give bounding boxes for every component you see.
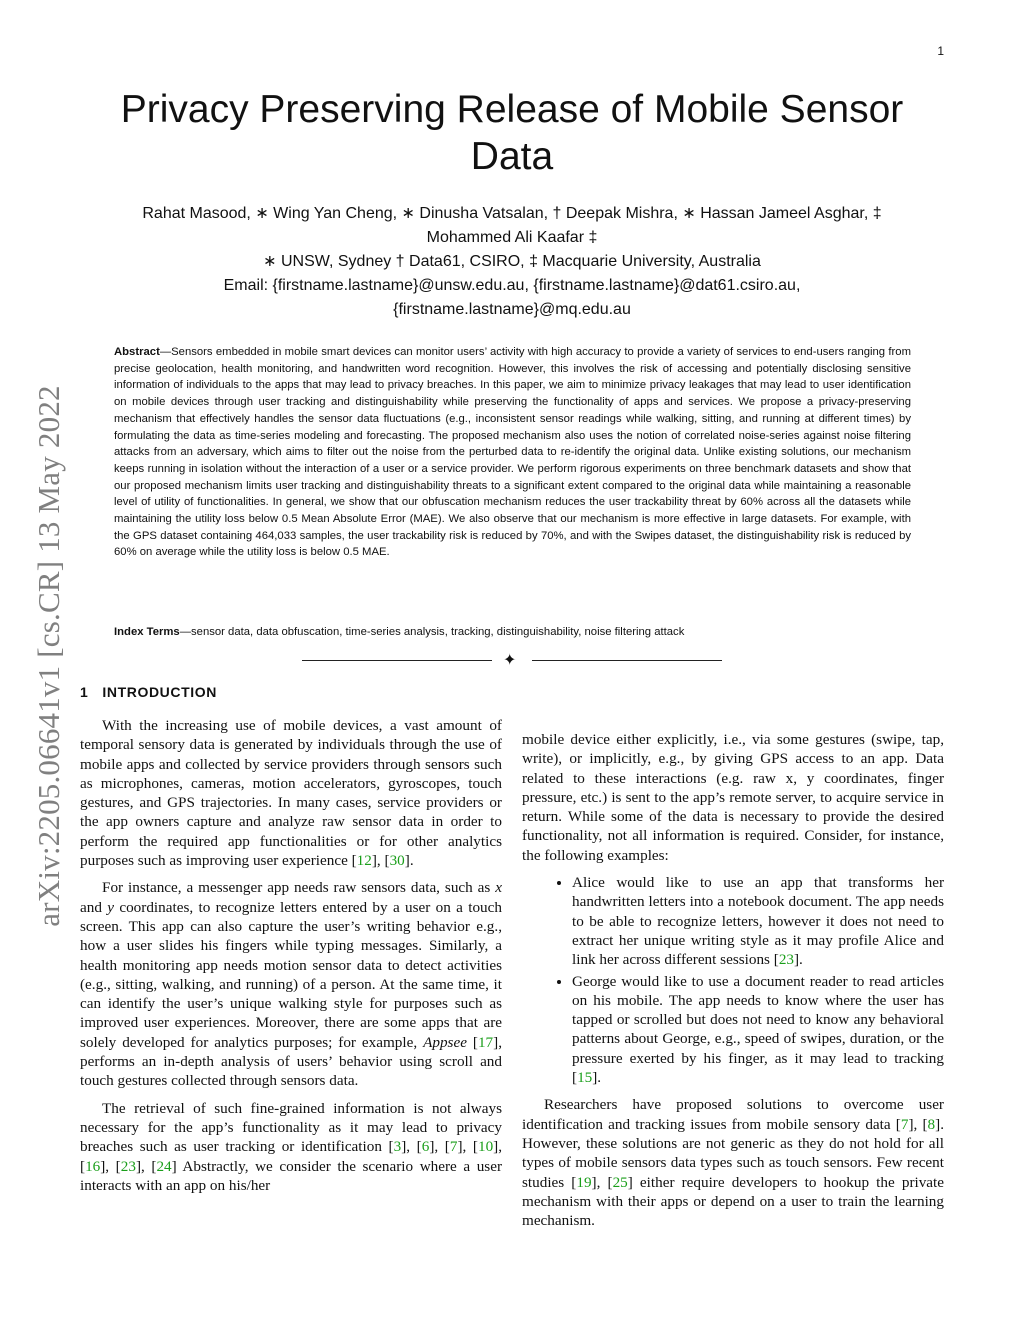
index-terms-label: Index Terms (114, 626, 180, 638)
authors-line-2: Mohammed Ali Kaafar ‡ (426, 229, 598, 246)
abstract-text: —Sensors embedded in mobile smart devices can monitor users’ activity with high accuracy to provide a variety of services to end-users ranging from precise geolocation, health monitoring, and handwritten word recognition. However, this involves the risk of accessing and potentially disclosing sensitive information of individuals to the apps that may lead to privacy breaches. In this paper, we aim to minimize privacy leakages that may lead to user identification on mobile devices through user tracking and distinguishability while preserving the functionality of apps and services. We propose a privacy-preserving mechanism that effectively handles the sensor data fluctuations (e.g., inconsistent sensor readings while walking, sitting, and running at different times) by formulating the data as time-series modeling and forecasting. The proposed mechanism also uses the notion of correlated noise-series against noise filtering attacks from an adversary, which aims to filter out the noise from the perturbed data to re-identify the original data. Unlike existing solutions, our mechanism keeps running in isolation without the interaction of a user or a service provider. We perform rigorous experiments on three benchmark datasets and show that our proposed mechanism limits user tracking and distinguishability threats to a significant extent compared to the original data while maintaining a reasonable level of utility of functionalities. In general, we show that our obfuscation mechanism reduces the user trackability threat by 60% across all the datasets while maintaining the utility loss below 0.5 Mean Absolute Error (MAE). We also observe that our mechanism is more effective in large datasets. For example, with the GPS dataset containing 464,033 samples, the user trackability risk is reduced by 70%, and with the Swipes dataset, the distinguishability risk is reduced by 60% on average while the utility loss is below 0.5 MAE. (114, 346, 911, 559)
right-column (522, 730, 944, 1238)
index-terms-text: —sensor data, data obfuscation, time-series analysis, tracking, distinguishability, noise filtering attack (179, 626, 685, 638)
email-line-2: {firstname.lastname}@mq.edu.au (393, 301, 631, 318)
text-run: ], [ (457, 1138, 478, 1156)
abstract (114, 344, 911, 561)
paragraph (80, 716, 502, 870)
citation-link[interactable]: 23 (120, 1157, 136, 1175)
section-divider (0, 651, 1024, 671)
index-terms (114, 624, 911, 640)
citation-link[interactable]: 23 (778, 951, 794, 969)
text-run: ]. (794, 951, 803, 969)
text-run: ], [ (401, 1138, 422, 1156)
citation-link[interactable]: 3 (393, 1138, 402, 1156)
divider-line-right (532, 660, 722, 661)
arxiv-identifier: arXiv:2205.06641v1 [cs.CR] 13 May 2022 (31, 385, 66, 927)
divider-line-left (302, 660, 492, 661)
text-run: ], [ (80, 1138, 503, 1175)
text-run: ] either require developers to hookup the private mechanism with their apps or depend on a user to train the learning mechanism. (522, 1173, 945, 1230)
affiliations: ∗ UNSW, Sydney † Data61, CSIRO, ‡ Macquarie University, Australia (263, 253, 761, 270)
text-run: [ (466, 1033, 478, 1051)
paragraph (522, 1095, 944, 1230)
list-item (572, 972, 944, 1088)
text-run: For instance, a messenger app needs raw sensors data, such as (102, 879, 496, 897)
text-run: ] Abstractly, we consider the scenario where a user interacts with an app on his/her (80, 1157, 502, 1194)
citation-link[interactable]: 7 (900, 1115, 909, 1133)
math-variable: x (495, 879, 502, 897)
section-heading (80, 684, 217, 700)
authors-line-1: Rahat Masood, ∗ Wing Yan Cheng, ∗ Dinusha Vatsalan, † Deepak Mishra, ∗ Hassan Jameel Asghar, ‡ (142, 205, 882, 222)
citation-link[interactable]: 24 (156, 1157, 172, 1175)
citation-link[interactable]: 19 (576, 1173, 592, 1191)
text-run: ], performs an in-depth analysis of users’ behavior using scroll and touch gestures collected through sensors data. (80, 1033, 502, 1090)
citation-link[interactable]: 25 (612, 1173, 628, 1191)
citation-link[interactable]: 17 (477, 1033, 494, 1051)
left-column (80, 716, 502, 1203)
example-list (522, 873, 944, 1087)
citation-link[interactable]: 16 (85, 1157, 101, 1175)
text-run: ], [ (371, 852, 390, 870)
list-item (572, 873, 944, 969)
text-run: George would like to use a document reader to read articles on his mobile. The app needs to know where the user has tapped or scrolled but does not need to know any behavioral patterns about George, e.g., speed of swipes, duration, or the pressure exerted by his finger, as it may lead to tracking [ (572, 972, 944, 1087)
citation-link[interactable]: 10 (477, 1138, 494, 1156)
section-number: 1 (80, 684, 89, 700)
divider-star-icon: ✦ (503, 650, 517, 669)
author-block (90, 202, 934, 322)
citation-link[interactable]: 12 (356, 852, 372, 870)
text-run: ], [ (429, 1138, 450, 1156)
section-title: INTRODUCTION (102, 684, 217, 700)
text-run: ]. (404, 852, 414, 870)
citation-link[interactable]: 30 (389, 852, 405, 870)
app-name: Appsee (423, 1033, 467, 1051)
text-run: coordinates, to recognize letters entered by a user on a touch screen. This app can also capture the user’s writing behavior e.g., how a user slides his fingers while typing messages. Similarly, a health monitoring app needs motion sensor data to detect activities (e.g., sitting, walking, and running) of a person. At the same time, it can identify the user’s unique walking style for purposes such as improved user experiences. Moreover, there are some apps that are solely developed for analytics purposes; for example, (80, 898, 502, 1051)
email-line-1: Email: {firstname.lastname}@unsw.edu.au, {firstname.lastname}@dat61.csiro.au, (223, 277, 801, 294)
citation-link[interactable]: 15 (577, 1069, 593, 1087)
citation-link[interactable]: 8 (927, 1115, 936, 1133)
text-run: Alice would like to use an app that transforms her handwritten letters into a notebook document. The app needs to be able to recognize letters, however it does not need to extract her unique writing style as it may profile Alice and link her across different sessions [ (572, 874, 944, 969)
citation-link[interactable]: 7 (449, 1138, 458, 1156)
text-run: ]. However, these solutions are not generic as they do not hold for all types of mobile sensors data types such as touch sensors. Few recent studies [ (522, 1115, 944, 1191)
math-variable: y (107, 898, 115, 916)
text-run: With the increasing use of mobile devices, a vast amount of temporal sensory data is generated by individuals through the use of mobile apps and collected by service providers through sensors such as microphones, cameras, motion accelerators, gyroscopes, touch gestures, and GPS trajectories. In many cases, service providers or the app owners capture and analyze raw sensor data in order to perform the required app functionalities or for other analytics purposes such as improving user experience [ (80, 717, 502, 870)
text-run: ]. (592, 1069, 602, 1087)
text-run: Researchers have proposed solutions to overcome user identification and tracking issues from mobile sensory data [ (522, 1096, 944, 1133)
text-run: and (80, 898, 108, 916)
page-number: 1 (937, 44, 944, 58)
paragraph (80, 878, 502, 1090)
text-run: The retrieval of such fine-grained information is not always necessary for the app’s functionality as it may lead to privacy breaches such as user tracking or identification [ (80, 1099, 502, 1156)
paragraph: mobile device either explicitly, i.e., via some gestures (swipe, tap, write), or implicitly, e.g., by giving GPS access to an app. Data related to these interactions (e.g. raw x, y coordinates, finger pressure, etc.) is sent to the app’s remote server, to acquire service in return. While some of the data is necessary to provide the desired functionality, not all information is required. Consider, for instance, the following examples: (522, 731, 944, 864)
paper-title: Privacy Preserving Release of Mobile Sensor Data (120, 88, 904, 178)
text-run: ], [ (100, 1157, 121, 1175)
text-run: ], [ (591, 1173, 613, 1191)
paragraph (80, 1099, 502, 1195)
text-run: ], [ (908, 1115, 928, 1133)
text-run: ], [ (135, 1157, 157, 1175)
abstract-label: Abstract (114, 346, 160, 358)
citation-link[interactable]: 6 (421, 1138, 430, 1156)
